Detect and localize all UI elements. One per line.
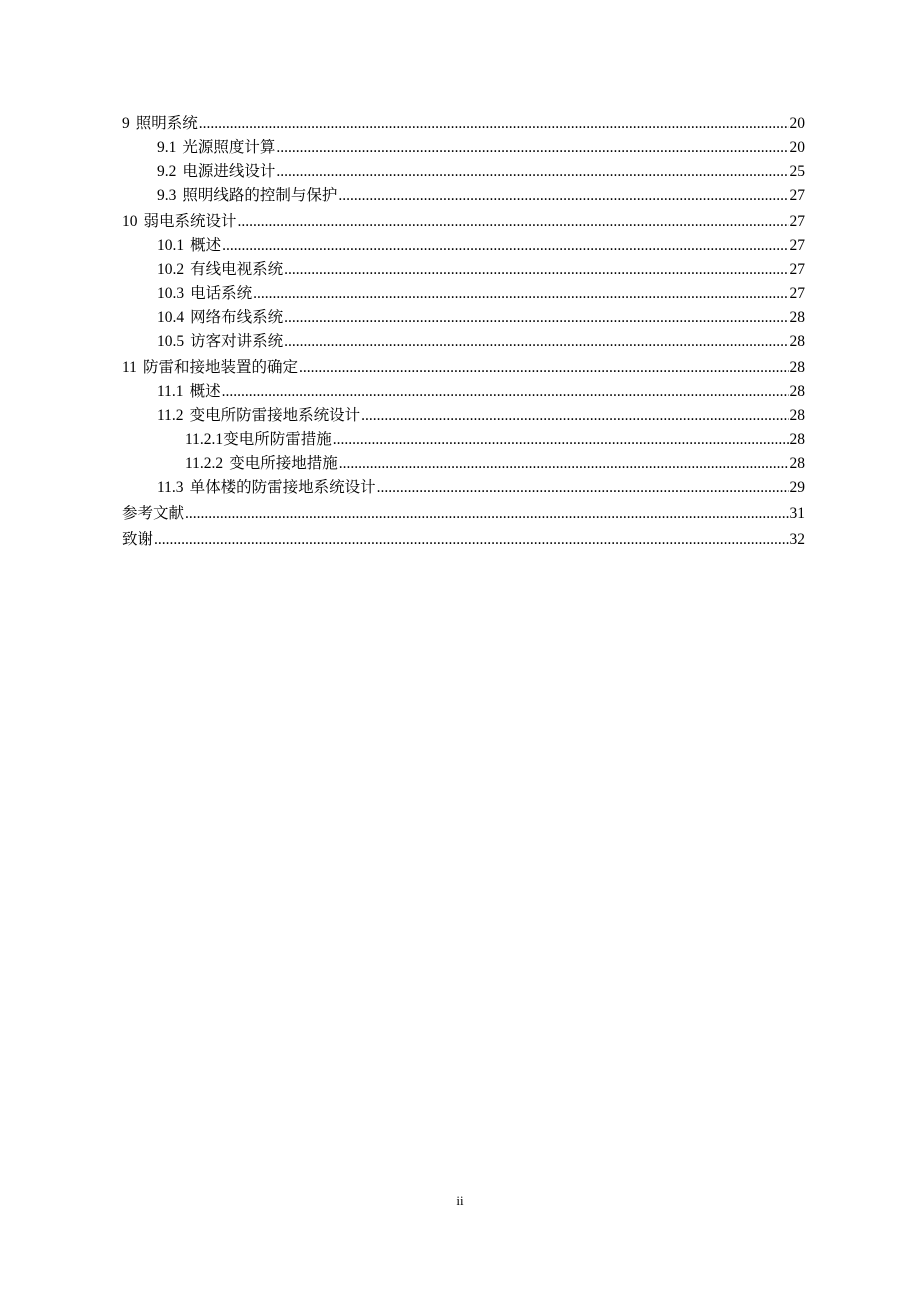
dot-leader bbox=[333, 430, 789, 450]
toc-entry-page: 28 bbox=[789, 383, 805, 400]
dot-leader bbox=[238, 212, 789, 232]
toc-entry-number: 9 bbox=[122, 115, 130, 132]
dot-leader bbox=[199, 114, 789, 134]
toc-entry-title: 网络布线系统 bbox=[190, 309, 284, 326]
toc-entry-page: 29 bbox=[789, 479, 805, 496]
toc-entry-title: 照明线路的控制与保护 bbox=[182, 187, 338, 204]
toc-entry[interactable] bbox=[122, 284, 805, 304]
toc-entry-page: 27 bbox=[789, 213, 805, 230]
toc-entry-page: 27 bbox=[789, 237, 805, 254]
dot-leader bbox=[299, 358, 789, 378]
toc-entry-page: 27 bbox=[789, 187, 805, 204]
dot-leader bbox=[222, 382, 789, 402]
dot-leader bbox=[185, 504, 788, 524]
toc-entry-page: 28 bbox=[789, 333, 805, 350]
toc-entry-page: 20 bbox=[789, 115, 805, 132]
dot-leader bbox=[339, 454, 789, 474]
toc-entry-title: 变电所接地措施 bbox=[229, 455, 338, 472]
toc-entry-title: 变电所防雷措施 bbox=[223, 431, 332, 448]
toc-entry[interactable] bbox=[122, 454, 805, 474]
dot-leader bbox=[361, 406, 788, 426]
toc-entry-title: 概述 bbox=[189, 383, 221, 400]
dot-leader bbox=[377, 478, 789, 498]
toc-entry-number: 11.3 bbox=[157, 479, 184, 496]
dot-leader bbox=[154, 530, 788, 550]
toc-entry-number: 11.1 bbox=[157, 383, 184, 400]
dot-leader bbox=[276, 162, 788, 182]
toc-entry[interactable] bbox=[122, 332, 805, 352]
toc-entry[interactable] bbox=[122, 236, 805, 256]
toc-entry-number: 11.2.2 bbox=[185, 455, 224, 472]
page-number: ii bbox=[456, 1193, 464, 1208]
toc-entry-page: 27 bbox=[789, 261, 805, 278]
toc-entry-page: 25 bbox=[789, 163, 805, 180]
toc-entry-number: 10.2 bbox=[157, 261, 185, 278]
dot-leader bbox=[284, 260, 788, 280]
toc-entry-title: 照明系统 bbox=[135, 115, 198, 132]
toc-entry-title: 访客对讲系统 bbox=[190, 333, 284, 350]
toc-entry-page: 28 bbox=[789, 407, 805, 424]
toc-entry-number: 9.2 bbox=[157, 163, 177, 180]
toc-entry-title: 有线电视系统 bbox=[190, 261, 284, 278]
toc-entry-title: 光源照度计算 bbox=[182, 139, 276, 156]
toc-entry[interactable] bbox=[122, 162, 805, 182]
toc-entry-title: 电源进线设计 bbox=[182, 163, 276, 180]
toc-entry[interactable] bbox=[122, 114, 805, 134]
toc-entry-number: 10.3 bbox=[157, 285, 185, 302]
toc-entry[interactable] bbox=[122, 212, 805, 232]
toc-entry-title: 致谢 bbox=[122, 531, 154, 548]
toc-entry-title: 防雷和接地装置的确定 bbox=[142, 359, 298, 376]
toc-entry[interactable] bbox=[122, 138, 805, 158]
toc-entry-title: 单体楼的防雷接地系统设计 bbox=[189, 479, 376, 496]
toc-entry[interactable] bbox=[122, 478, 805, 498]
dot-leader bbox=[253, 284, 788, 304]
toc-entry-page: 20 bbox=[789, 139, 805, 156]
toc-entry-title: 参考文献 bbox=[122, 505, 185, 522]
toc-entry[interactable] bbox=[122, 186, 805, 206]
toc-entry-page: 28 bbox=[789, 359, 805, 376]
dot-leader bbox=[276, 138, 788, 158]
dot-leader bbox=[338, 186, 788, 206]
toc-entry-page: 28 bbox=[789, 309, 805, 326]
toc-entry[interactable] bbox=[122, 504, 805, 524]
toc-entry-number: 10.1 bbox=[157, 237, 185, 254]
toc-entry[interactable] bbox=[122, 430, 805, 450]
toc-entry-page: 31 bbox=[789, 505, 805, 522]
toc-entry-page: 28 bbox=[789, 455, 805, 472]
toc-entry-number: 11.2 bbox=[157, 407, 184, 424]
toc-entry[interactable] bbox=[122, 358, 805, 378]
toc-entry-title: 电话系统 bbox=[190, 285, 253, 302]
toc-entry[interactable] bbox=[122, 406, 805, 426]
toc-entry-title: 概述 bbox=[190, 237, 222, 254]
toc-entry-title: 弱电系统设计 bbox=[143, 213, 237, 230]
dot-leader bbox=[284, 308, 788, 328]
toc-entry-number: 11.2.1 bbox=[185, 431, 224, 448]
toc-entry-number: 9.3 bbox=[157, 187, 177, 204]
toc-entry-page: 28 bbox=[789, 431, 805, 448]
toc-entry-title: 变电所防雷接地系统设计 bbox=[189, 407, 361, 424]
toc-entry-number: 11 bbox=[122, 359, 137, 376]
toc-entry-page: 27 bbox=[789, 285, 805, 302]
toc-entry[interactable] bbox=[122, 260, 805, 280]
toc-entry-number: 9.1 bbox=[157, 139, 177, 156]
toc-entry-page: 32 bbox=[789, 531, 805, 548]
toc-entry-number: 10.5 bbox=[157, 333, 185, 350]
dot-leader bbox=[222, 236, 788, 256]
toc-entry-number: 10 bbox=[122, 213, 138, 230]
toc-entry[interactable] bbox=[122, 308, 805, 328]
toc-entry[interactable] bbox=[122, 382, 805, 402]
table-of-contents bbox=[122, 114, 805, 550]
dot-leader bbox=[284, 332, 788, 352]
toc-entry[interactable] bbox=[122, 530, 805, 550]
toc-entry-number: 10.4 bbox=[157, 309, 185, 326]
